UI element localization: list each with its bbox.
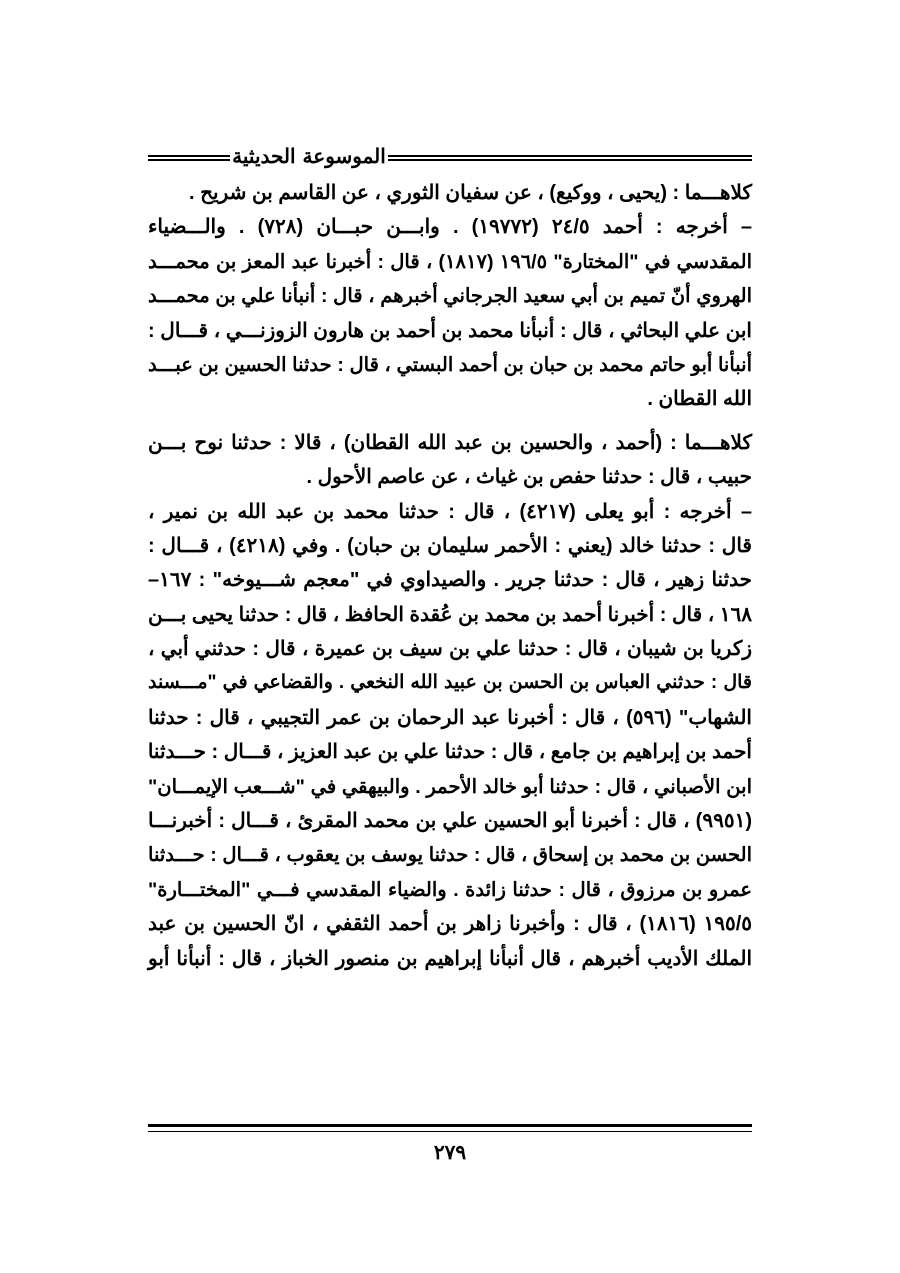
paragraph-gap	[148, 417, 752, 426]
paragraph	[148, 176, 752, 210]
text-line: كلاهـــما : (يحيى ، ووكيع) ، عن سفيان الثوري ، عن القاسم بن شريح .	[189, 182, 752, 204]
text-line: الملك الأديب أخبرهم ، قال أنبأنا إبراهيم بن منصور الخباز ، قال : أنبأنا أبو	[148, 947, 752, 970]
text-line: – أخرجه : أبو يعلى (٤٢١٧) ، قال : حدثنا محمد بن عبد الله بن نمير ،	[148, 500, 752, 523]
header-rule-left	[148, 155, 230, 161]
text-line: الحسن بن محمد بن إسحاق ، قال : حدثنا يوسف بن يعقوب ، قـــال : حـــدثنا	[148, 844, 752, 867]
text-line: – أخرجه : أحمد ٢٤/٥ (١٩٧٧٢) . وابـــن حبـــان (٧٢٨) . والـــضياء	[148, 216, 753, 239]
header-rule-right	[388, 155, 752, 161]
footer-rule	[148, 1124, 752, 1132]
text-line: حبيب ، قال : حدثنا حفص بن غياث ، عن عاصم الأحول .	[306, 466, 752, 489]
page-number: ٢٧٩	[433, 1142, 467, 1164]
text-line: ابن الأصباني ، قال : حدثنا أبو خالد الأحمر . والبيهقي في "شـــعب الإيمـــان"	[148, 775, 752, 798]
header-title: الموسوعة الحديثية	[232, 144, 386, 168]
text-line: قال : حدثني العباس بن الحسن بن عبيد الله النخعي . والقضاعي في "مـــسند	[148, 672, 752, 694]
text-line: المقدسي في "المختارة" ١٩٦/٥ (١٨١٧) ، قال : أخبرنا عبد المعز بن محمـــد	[148, 250, 753, 273]
text-line: ابن علي البحاثي ، قال : أنبأنا محمد بن أحمد بن هارون الزوزنـــي ، قـــال :	[148, 319, 752, 342]
text-line: عمرو بن مرزوق ، قال : حدثنا زائدة . والضياء المقدسي فـــي "المختـــارة"	[148, 878, 752, 901]
running-header	[148, 146, 752, 170]
text-line: أنبأنا أبو حاتم محمد بن حبان بن أحمد البستي ، قال : حدثنا الحسين بن عبـــد	[148, 353, 752, 376]
text-line: ١٩٥/٥ (١٨١٦) ، قال : وأخبرنا زاهر بن أحمد الثقفي ، انّ الحسين بن عبد	[148, 913, 752, 936]
text-line: كلاهـــما : (أحمد ، والحسين بن عبد الله القطان) ، قالا : حدثنا نوح بـــن	[148, 431, 752, 454]
text-line: الله القطان .	[647, 388, 752, 411]
text-line: الشهاب" (٥٩٦) ، قال : أخبرنا عبد الرحمان بن عمر التجيبي ، قال : حدثنا	[148, 706, 752, 729]
text-line: زكريا بن شيبان ، قال : حدثنا علي بن سيف بن عميرة ، قال : حدثني أبي ،	[148, 638, 752, 661]
text-line: أحمد بن إبراهيم بن جامع ، قال : حدثنا علي بن عبد العزيز ، قـــال : حـــدثنا	[147, 741, 752, 764]
text-line: قال : حدثنا خالد (يعني : الأحمر سليمان بن حبان) . وفي (٤٢١٨) ، قـــال :	[148, 534, 752, 557]
page-body	[148, 176, 752, 976]
paragraph	[148, 426, 752, 495]
text-line: ١٦٨ ، قال : أخبرنا أحمد بن محمد بن عُقدة الحافظ ، قال : حدثنا يحيى بـــن	[148, 603, 752, 626]
paragraph	[148, 210, 752, 416]
text-line: (٩٩٥١) ، قال : أخبرنا أبو الحسين علي بن محمد المقرئ ، قـــال : أخبرنـــا	[148, 810, 752, 833]
text-line: الهروي أنّ تميم بن أبي سعيد الجرجاني أخبرهم ، قال : أنبأنا علي بن محمـــد	[148, 285, 752, 308]
paragraph	[148, 495, 752, 976]
text-line: حدثنا زهير ، قال : حدثنا جرير . والصيداوي في "معجم شـــيوخه" : ١٦٧–	[148, 569, 752, 592]
